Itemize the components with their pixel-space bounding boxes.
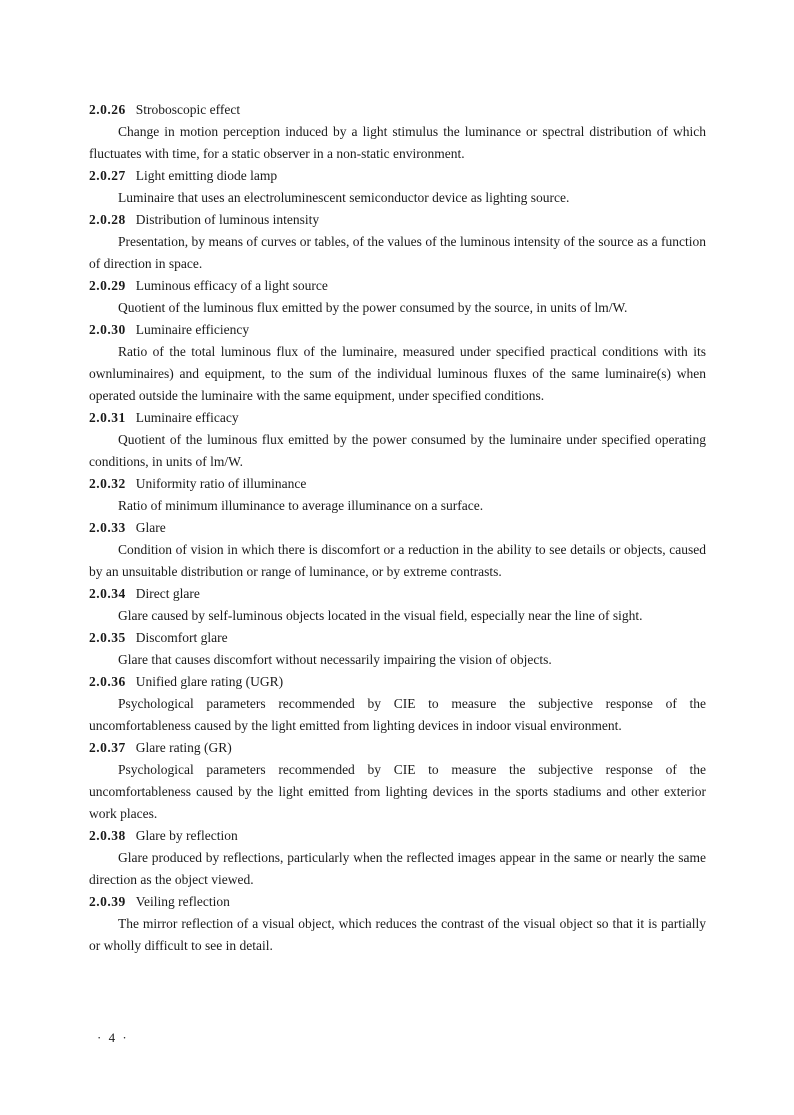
entry-term: Direct glare [135, 586, 200, 601]
glossary-entry [89, 517, 706, 583]
glossary-entry [89, 825, 706, 891]
entry-number: 2.0.30 [89, 322, 126, 337]
entry-term: Uniformity ratio of illuminance [135, 476, 307, 491]
entry-term: Light emitting diode lamp [135, 168, 278, 183]
entry-number: 2.0.38 [89, 828, 126, 843]
entry-definition: Glare caused by self-luminous objects located in the visual field, especially near the line of sight. [118, 608, 643, 623]
glossary-entry [89, 891, 706, 957]
glossary-entry [89, 99, 706, 165]
glossary-entry [89, 275, 706, 319]
entry-term: Distribution of luminous intensity [135, 212, 320, 227]
entry-number: 2.0.36 [89, 674, 126, 689]
entry-number: 2.0.33 [89, 520, 126, 535]
entry-definition: Presentation, by means of curves or tables, of the values of the luminous intensity of the source as a function of direction in space. [89, 234, 706, 271]
glossary-entry [89, 319, 706, 407]
entry-number: 2.0.37 [89, 740, 126, 755]
entry-term: Glare [135, 520, 166, 535]
entry-term: Veiling reflection [135, 894, 230, 909]
entry-term: Luminous efficacy of a light source [135, 278, 328, 293]
entry-definition: The mirror reflection of a visual object, which reduces the contrast of the visual object so that it is partially or wholly difficult to see in detail. [89, 916, 706, 953]
entry-number: 2.0.26 [89, 102, 126, 117]
entry-definition: Psychological parameters recommended by CIE to measure the subjective response of the uncomfortableness caused by the light emitted from lighting devices in the sports stadiums and other exterior work places. [89, 762, 706, 821]
entry-definition: Ratio of minimum illuminance to average illuminance on a surface. [118, 498, 484, 513]
entry-definition: Glare produced by reflections, particularly when the reflected images appear in the same or nearly the same direction as the object viewed. [89, 850, 706, 887]
entry-definition: Quotient of the luminous flux emitted by the power consumed by the luminaire under specified operating conditions, in units of lm/W. [89, 432, 706, 469]
entry-number: 2.0.31 [89, 410, 126, 425]
entry-definition: Glare that causes discomfort without necessarily impairing the vision of objects. [118, 652, 552, 667]
entry-number: 2.0.39 [89, 894, 126, 909]
glossary-entry [89, 165, 706, 209]
entry-term: Unified glare rating (UGR) [135, 674, 284, 689]
entry-definition: Ratio of the total luminous flux of the luminaire, measured under specified practical conditions with its ownluminaires) and equipment, to the sum of the individual luminous fluxes of the same luminaire(s) when operated outside the luminaire with the same equipment, under specified conditions. [89, 344, 706, 403]
glossary-entry [89, 627, 706, 671]
entry-term: Glare rating (GR) [135, 740, 232, 755]
entry-definition: Condition of vision in which there is discomfort or a reduction in the ability to see details or objects, caused by an unsuitable distribution or range of luminance, or by extreme contrasts. [89, 542, 706, 579]
entry-definition: Luminaire that uses an electroluminescent semiconductor device as lighting source. [118, 190, 570, 205]
entry-number: 2.0.29 [89, 278, 126, 293]
entry-definition: Psychological parameters recommended by CIE to measure the subjective response of the uncomfortableness caused by the light emitted from lighting devices in indoor visual environment. [89, 696, 706, 733]
entry-term: Stroboscopic effect [135, 102, 241, 117]
document-body [89, 99, 706, 957]
glossary-entry [89, 209, 706, 275]
entry-term: Discomfort glare [135, 630, 228, 645]
entry-number: 2.0.27 [89, 168, 126, 183]
entry-term: Luminaire efficiency [135, 322, 250, 337]
entry-term: Glare by reflection [135, 828, 238, 843]
entry-number: 2.0.32 [89, 476, 126, 491]
entry-number: 2.0.28 [89, 212, 126, 227]
entry-number: 2.0.34 [89, 586, 126, 601]
entry-number: 2.0.35 [89, 630, 126, 645]
entry-definition: Change in motion perception induced by a light stimulus the luminance or spectral distribution of which fluctuates with time, for a static observer in a non-static environment. [89, 124, 706, 161]
entry-term: Luminaire efficacy [135, 410, 239, 425]
glossary-entry [89, 407, 706, 473]
glossary-entry [89, 671, 706, 737]
glossary-entry [89, 583, 706, 627]
page-number: · 4 · [97, 1030, 129, 1045]
entry-definition: Quotient of the luminous flux emitted by the power consumed by the source, in units of lm/W. [118, 300, 628, 315]
glossary-entry [89, 737, 706, 825]
glossary-entry [89, 473, 706, 517]
